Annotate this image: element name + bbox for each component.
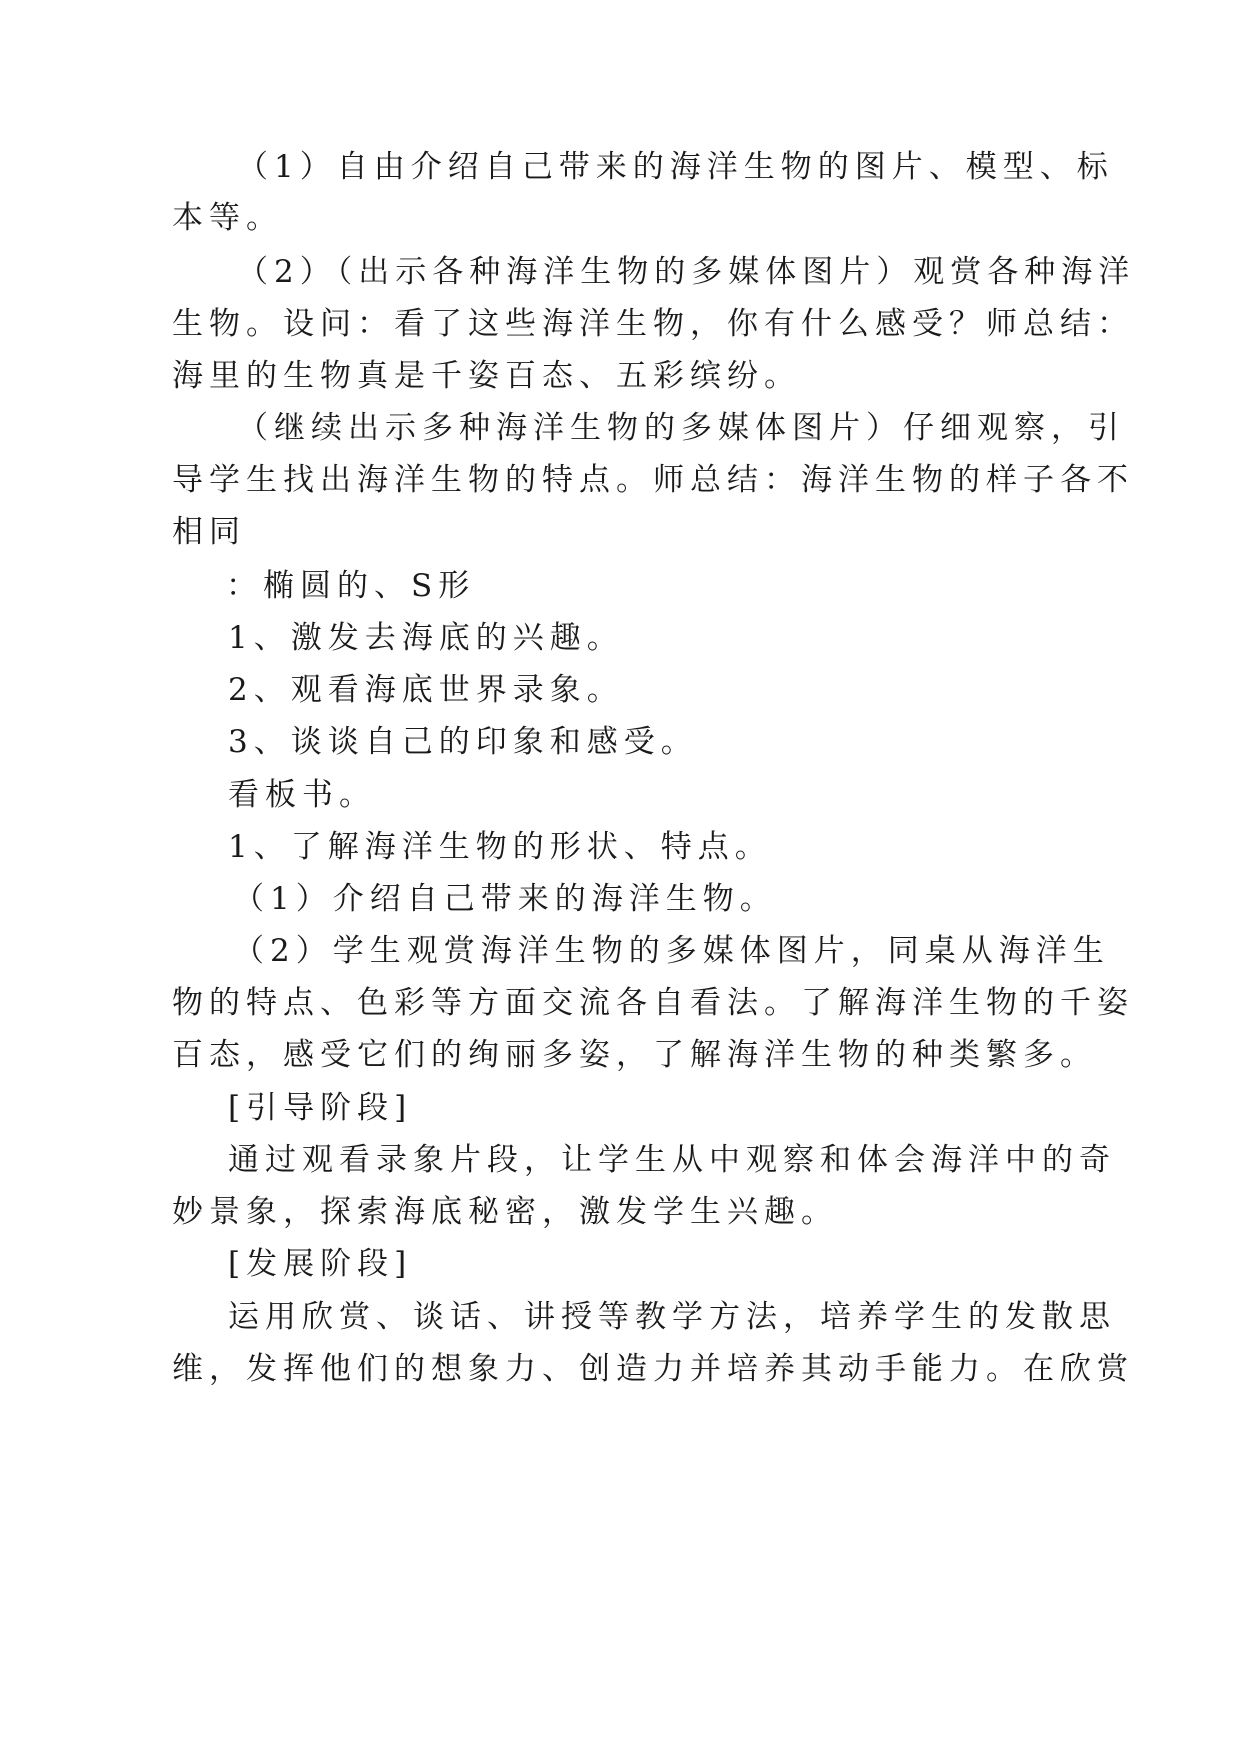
- list-item: 1、激发去海底的兴趣。: [228, 620, 624, 656]
- list-item: （1）介绍自己带来的海洋生物。: [233, 881, 777, 917]
- list-item: 3、谈谈自己的印象和感受。: [228, 724, 698, 760]
- list-item: 1、了解海洋生物的形状、特点。: [228, 829, 772, 865]
- section-heading: [引导阶段]: [228, 1090, 413, 1126]
- paragraph-line: 导学生找出海洋生物的特点。师总结：海洋生物的样子各不: [172, 462, 1134, 498]
- paragraph-line: 运用欣赏、谈话、讲授等教学方法，培养学生的发散思: [228, 1299, 1116, 1335]
- paragraph-line: 本等。: [172, 200, 283, 236]
- paragraph-line: （1）自由介绍自己带来的海洋生物的图片、模型、标: [237, 149, 1114, 185]
- paragraph-line: 物的特点、色彩等方面交流各自看法。了解海洋生物的千姿: [172, 985, 1134, 1021]
- paragraph-line: 通过观看录象片段，让学生从中观察和体会海洋中的奇: [228, 1142, 1116, 1178]
- paragraph-line: 相同: [172, 514, 246, 550]
- paragraph-line: 海里的生物真是千姿百态、五彩缤纷。: [172, 358, 801, 394]
- paragraph-line: （2）（出示各种海洋生物的多媒体图片）观赏各种海洋: [237, 254, 1136, 290]
- paragraph-line: ：椭圆的、S形: [226, 568, 476, 604]
- section-heading: [发展阶段]: [228, 1246, 413, 1282]
- paragraph-line: 百态，感受它们的绚丽多姿，了解海洋生物的种类繁多。: [172, 1037, 1097, 1073]
- list-item: 2、观看海底世界录象。: [228, 672, 624, 708]
- paragraph-line: 生物。设问：看了这些海洋生物，你有什么感受？师总结：: [172, 306, 1134, 342]
- paragraph-line: （2）学生观赏海洋生物的多媒体图片，同桌从海洋生: [233, 933, 1110, 969]
- paragraph-line: 维，发挥他们的想象力、创造力并培养其动手能力。在欣赏: [172, 1351, 1134, 1387]
- paragraph-line: （继续出示多种海洋生物的多媒体图片）仔细观察，引: [237, 410, 1125, 446]
- paragraph-line: 看板书。: [228, 777, 376, 813]
- paragraph-line: 妙景象，探索海底秘密，激发学生兴趣。: [172, 1194, 838, 1230]
